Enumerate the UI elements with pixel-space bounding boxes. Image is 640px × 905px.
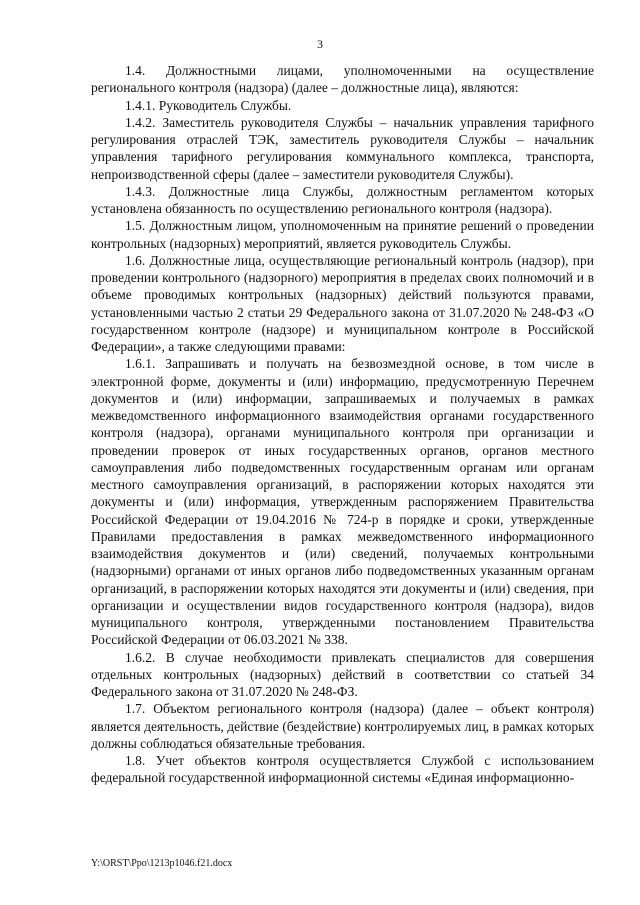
paragraph-1-8: 1.8. Учет объектов контроля осуществляется Службой с использованием федеральной государственной информационной системы «Единая информационно- [91,753,594,786]
paragraph-1-4-3: 1.4.3. Должностные лица Службы, должностным регламентом которых установлена обязанность по осуществлению регионального контроля (надзора). [91,183,594,216]
page-number: 3 [317,37,323,51]
paragraph-1-4: 1.4. Должностными лицами, уполномоченными на осуществление регионального контроля (надзора) (далее – должностные лица), являются: [91,63,594,96]
paragraph-1-6: 1.6. Должностные лица, осуществляющие региональный контроль (надзор), при проведении контрольного (надзорного) мероприятия в пределах своих полномочий и в объеме проводимых контрольных (надзорных) действий пользуются правами, установленными частью 2 статьи 29 Федерального закона от 31.07.2020 № 248-ФЗ «О государственном контроле (надзоре) и муниципальном контроле в Российской Федерации», а также следующими правами: [91,252,594,354]
paragraph-1-7: 1.7. Объектом регионального контроля (надзора) (далее – объект контроля) является деятельность, действие (бездействие) контролируемых лиц, в рамках которых должны соблюдаться обязательные требования. [91,701,594,751]
document-body [91,62,594,787]
footer-file-path: Y:\ORST\Ppo\1213p1046.f21.docx [91,858,233,869]
paragraph-1-6-2: 1.6.2. В случае необходимости привлекать специалистов для совершения отдельных контрольных (надзорных) действий в соответствии со статьей 34 Федерального закона от 31.07.2020 № 248-ФЗ. [91,649,594,699]
paragraph-1-4-2: 1.4.2. Заместитель руководителя Службы – начальник управления тарифного регулирования отраслей ТЭК, заместитель руководителя Службы – начальник управления тарифного регулирования коммунального комплекса, транспорта, непроизводственной сферы (далее – заместители руководителя Службы). [91,114,594,182]
paragraph-1-6-1: 1.6.1. Запрашивать и получать на безвозмездной основе, в том числе в электронной форме, документы и (или) информацию, предусмотренную Перечнем документов и (или) информации, запрашиваемых и получаемых в рамках межведомственного информационного взаимодействия органами государственного контроля (надзора), органами муниципального контроля при организации и проведении проверок от иных государственных органов, органов местного самоуправления либо подведомственных государственным органам или органам местного самоуправления организаций, в распоряжении которых находятся эти документы и (или) информация, утвержденным распоряжением Правительства Российской Федерации от 19.04.2016 № 724-р в порядке и сроки, утвержденные Правилами предоставления в рамках межведомственного информационного взаимодействия документов и (или) сведений, получаемых контрольными (надзорными) органами от иных органов либо подведомственных указанным органам организаций, в распоряжении которых находятся эти документы и (или) сведения, при организации и осуществлении видов государственного контроля (надзора), видов муниципального контроля, утвержденными постановлением Правительства Российской Федерации от 06.03.2021 № 338. [91,356,594,648]
paragraph-1-4-1: 1.4.1. Руководитель Службы. [125,97,292,113]
paragraph-1-5: 1.5. Должностным лицом, уполномоченным на принятие решений о проведении контрольных (надзорных) мероприятий, является руководитель Службы. [91,218,594,251]
